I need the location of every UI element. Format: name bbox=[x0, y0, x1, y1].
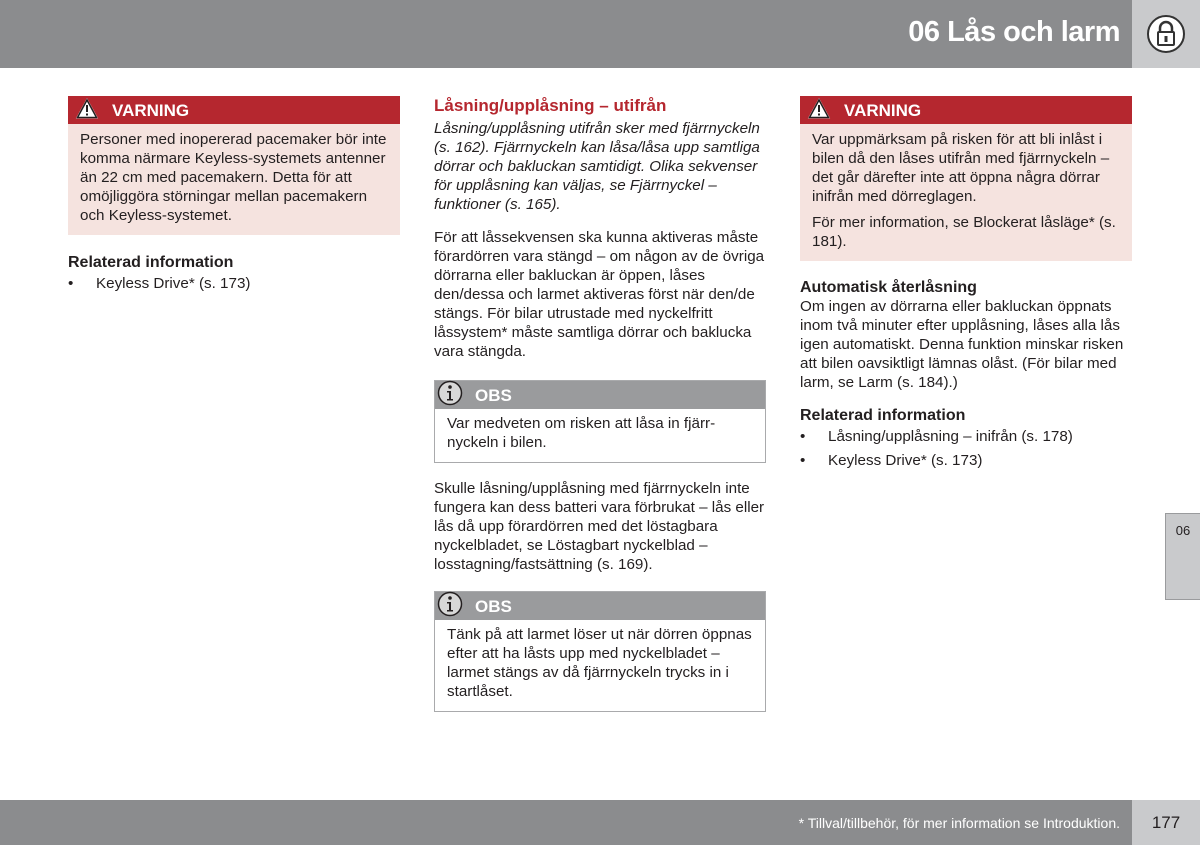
warning-label: VARNING bbox=[844, 100, 922, 120]
section-title: Låsning/upplåsning – utifrån bbox=[434, 96, 667, 115]
page-number: 177 bbox=[1132, 800, 1200, 845]
warning-text: Var uppmärksam på risken för att bli inlåst i bilen då den låses utifrån med fjärrnyckeln – det går därefter inte att öppna några dörrar inifrån med dörreglagen. bbox=[812, 131, 1110, 205]
warning-triangle-icon bbox=[74, 96, 100, 124]
obs-text: Tänk på att larmet löser ut när dörren öppnas efter att ha låsts upp med nyckelbladet – larmet stängs av då fjärrnyckeln trycks in i startlåset. bbox=[447, 626, 752, 700]
chapter-title: 06 Lås och larm bbox=[908, 16, 1120, 48]
related-heading: Relaterad information bbox=[800, 407, 966, 424]
obs-box bbox=[434, 591, 766, 712]
body-text: För att låssekvensen ska kunna aktiveras måste förardörren vara stängd – om någon av de övriga dörrarna eller bakluckan är öppen, låses den/dessa och larmet aktiveras först när den/de stängs. För bilar utrustade med nyckelfritt låssystem* måste samtliga dörrar och baklucka vara stängda. bbox=[434, 229, 765, 360]
related-link[interactable]: • Keyless Drive* (s. 173) bbox=[68, 274, 400, 293]
warning-triangle-icon bbox=[806, 96, 832, 124]
footer-note: * Tillval/tillbehör, för mer information se Introduktion. bbox=[798, 815, 1120, 831]
obs-label: OBS bbox=[475, 385, 512, 405]
related-heading: Relaterad information bbox=[68, 254, 234, 271]
padlock-icon bbox=[1132, 0, 1200, 68]
column-left bbox=[68, 96, 400, 293]
warning-box bbox=[800, 96, 1132, 261]
warning-label: VARNING bbox=[112, 100, 190, 120]
auto-relock-text: Om ingen av dörrarna eller bakluckan öppnats inom två minuter efter upplåsning, låses alla lås igen automatiskt. Denna funktion minskar risken att bilen oavsiktligt lämnas olåst. (För bilar med larm, se Larm (s. 184).) bbox=[800, 298, 1124, 391]
column-middle bbox=[434, 96, 766, 712]
obs-text: Var medveten om risken att låsa in fjärrnyckeln i bilen. bbox=[447, 415, 716, 451]
auto-relock-heading: Automatisk återlåsning bbox=[800, 279, 977, 296]
body-text: Skulle låsning/upplåsning med fjärrnyckeln inte fungera kan dess batteri vara förbrukat – lås eller lås då upp förardörren med det löstagbara nyckelbladet, se Löstagbart nyckelblad – losstagning/fastsättning (s. 169). bbox=[434, 480, 765, 573]
related-link[interactable]: • Låsning/upplåsning – inifrån (s. 178) bbox=[800, 427, 1132, 446]
warning-box bbox=[68, 96, 400, 235]
column-right bbox=[800, 96, 1132, 470]
footer bbox=[0, 800, 1132, 845]
warning-text: För mer information, se Blockerat låsläge* (s. 181). bbox=[812, 214, 1116, 250]
info-icon bbox=[437, 380, 463, 410]
related-link[interactable]: • Keyless Drive* (s. 173) bbox=[800, 451, 1132, 470]
warning-text: Personer med inopererad pacemaker bör inte komma närmare Keyless-systemets antenner än 22 cm med pacemakern. Detta för att omöjliggöra störningar mellan pacemakern och Keyless-systemet. bbox=[80, 131, 387, 224]
info-icon bbox=[437, 591, 463, 621]
intro-text: Låsning/upplåsning utifrån sker med fjärrnyckeln (s. 162). Fjärrnyckeln kan låsa/låsa upp samtliga dörrar och bakluckan samtidigt. Olika sekvenser för upplåsning kan väljas, se Fjärrnyckel – funktioner (s. 165). bbox=[434, 120, 760, 213]
obs-box bbox=[434, 380, 766, 463]
obs-label: OBS bbox=[475, 596, 512, 616]
chapter-tab[interactable]: 06 bbox=[1165, 513, 1200, 600]
chapter-header bbox=[0, 0, 1132, 68]
